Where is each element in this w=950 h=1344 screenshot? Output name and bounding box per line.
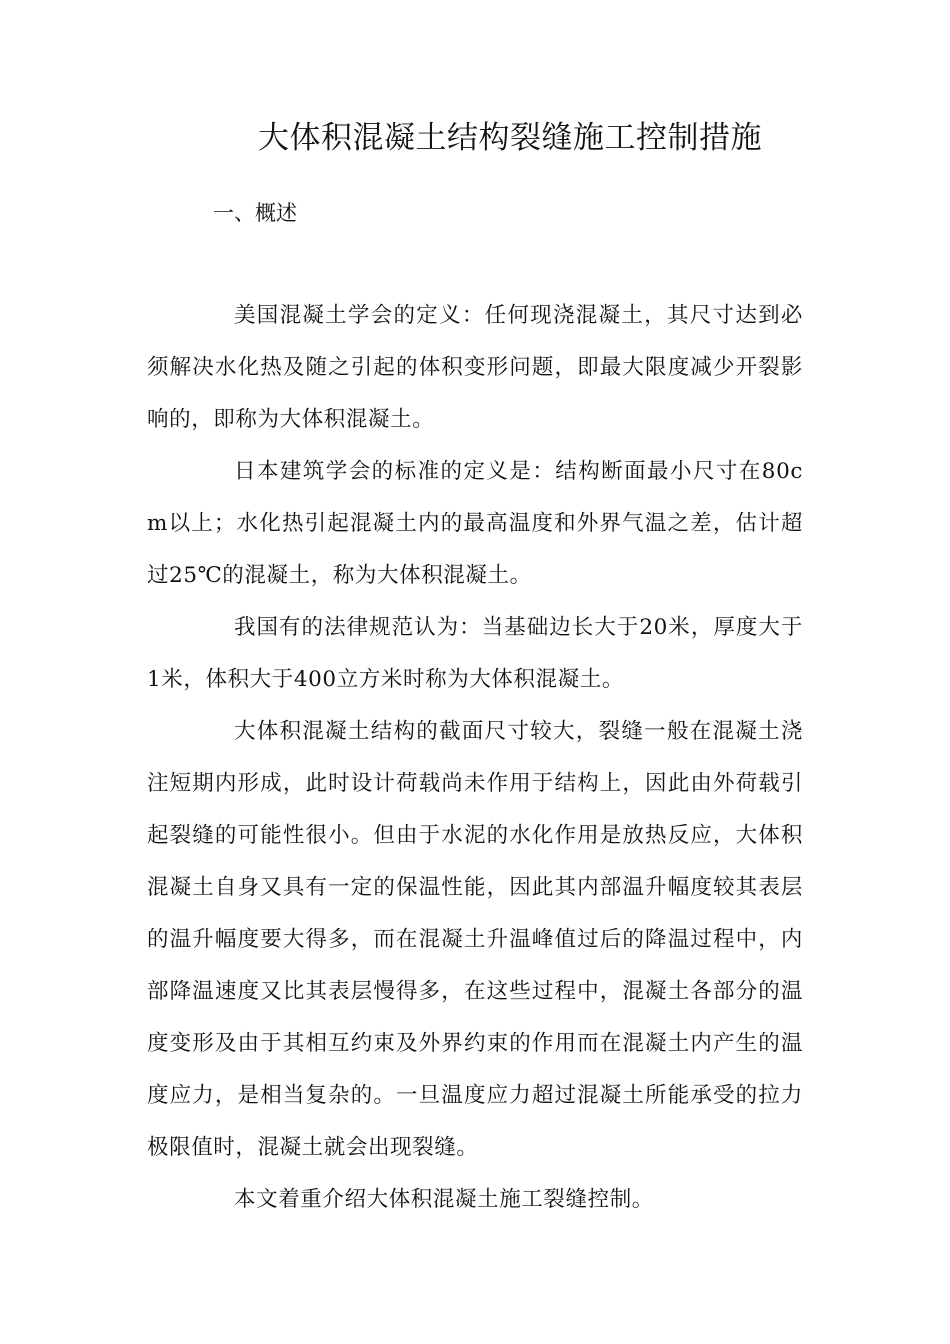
document-title: 大体积混凝土结构裂缝施工控制措施 xyxy=(258,120,762,156)
paragraph-china-definition: 我国有的法律规范认为：当基础边长大于20米，厚度大于1米，体积大于400立方米时称为大体积混凝土。 xyxy=(147,615,803,692)
paragraph-aci-definition: 美国混凝土学会的定义：任何现浇混凝土，其尺寸达到必须解决水化热及随之引起的体积变形问题，即最大限度减少开裂影响的，即称为大体积混凝土。 xyxy=(147,303,803,432)
paragraph-japan-definition: 日本建筑学会的标准的定义是：结构断面最小尺寸在80cm以上；水化热引起混凝土内的最高温度和外界气温之差，估计超过25℃的混凝土，称为大体积混凝土。 xyxy=(147,459,803,588)
section-heading: 一、概述 xyxy=(213,201,297,225)
paragraph-scope: 本文着重介绍大体积混凝土施工裂缝控制。 xyxy=(234,1187,654,1212)
paragraph-crack-mechanism: 大体积混凝土结构的截面尺寸较大，裂缝一般在混凝土浇注短期内形成，此时设计荷载尚未作用于结构上，因此由外荷载引起裂缝的可能性很小。但由于水泥的水化作用是放热反应，大体积混凝土自身又具有一定的保温性能，因此其内部温升幅度较其表层的温升幅度要大得多，而在混凝土升温峰值过后的降温过程中，内部降温速度又比其表层慢得多，在这些过程中，混凝土各部分的温度变形及由于其相互约束及外界约束的作用而在混凝土内产生的温度应力，是相当复杂的。一旦温度应力超过混凝土所能承受的拉力极限值时，混凝土就会出现裂缝。 xyxy=(147,719,803,1160)
body-text xyxy=(147,290,803,1226)
